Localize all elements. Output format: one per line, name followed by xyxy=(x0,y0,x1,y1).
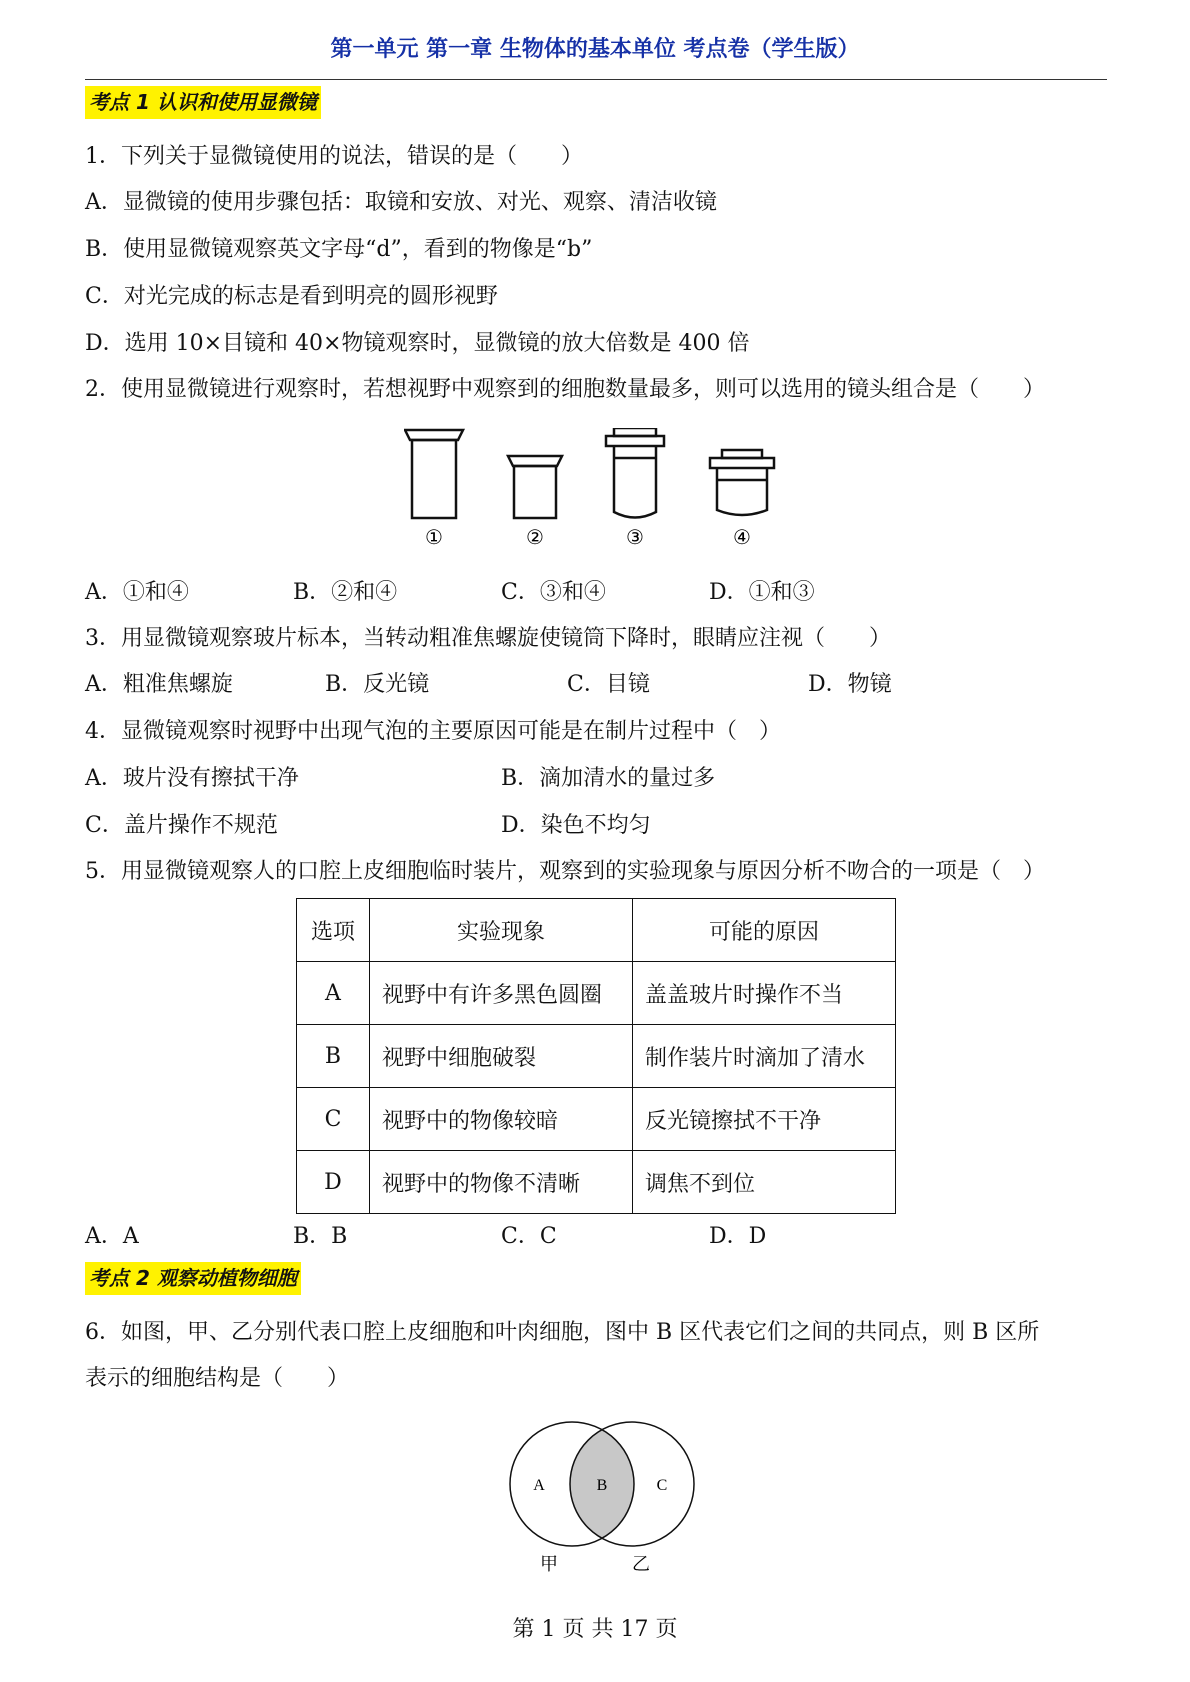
venn-label-c: C xyxy=(656,1477,668,1494)
table-cell: 视野中的物像不清晰 xyxy=(370,1151,633,1214)
header-divider xyxy=(85,79,1107,80)
q5-option-a: A．A xyxy=(85,1224,139,1249)
q3-option-b: B．反光镜 xyxy=(325,672,430,697)
venn-label-left: 甲 xyxy=(540,1554,558,1575)
q3-option-a: A．粗准焦螺旋 xyxy=(85,672,233,697)
table-cell: 盖盖玻片时操作不当 xyxy=(633,962,896,1025)
q1-option-a: A．显微镜的使用步骤包括：取镜和安放、对光、观察、清洁收镜 xyxy=(85,190,717,215)
q1-option-b: B．使用显微镜观察英文字母“d”，看到的物像是“b” xyxy=(85,237,593,262)
table-cell: 制作装片时滴加了清水 xyxy=(633,1025,896,1088)
table-cell: D xyxy=(297,1151,370,1214)
q3-option-d: D．物镜 xyxy=(808,672,892,697)
table-header-row xyxy=(297,899,896,962)
q2-option-c: C．③和④ xyxy=(501,580,606,605)
q6-stem-line-1: 6．如图，甲、乙分别代表口腔上皮细胞和叶肉细胞，图中 B 区代表它们之间的共同点，则 B 区所 xyxy=(85,1320,1040,1345)
q1-option-d: D．选用 10×目镜和 40×物镜观察时，显微镜的放大倍数是 400 倍 xyxy=(85,331,750,356)
table-cell: 视野中细胞破裂 xyxy=(370,1025,633,1088)
table-row xyxy=(297,1151,896,1214)
lens-label-2: ② xyxy=(526,525,544,548)
q5-stem: 5．用显微镜观察人的口腔上皮细胞临时装片，观察到的实验现象与原因分析不吻合的一项是（ ） xyxy=(85,859,1046,884)
q2-option-b: B．②和④ xyxy=(293,580,398,605)
q5-option-d: D．D xyxy=(709,1224,767,1249)
q4-option-b: B．滴加清水的量过多 xyxy=(501,766,716,791)
venn-diagram xyxy=(494,1420,704,1580)
q6-stem-line-2: 表示的细胞结构是（ ） xyxy=(85,1366,350,1391)
table-cell: 调焦不到位 xyxy=(633,1151,896,1214)
lens-2 xyxy=(508,456,562,518)
table-row xyxy=(297,1025,896,1088)
page-footer: 第 1 页 共 17 页 xyxy=(512,1617,678,1642)
q1-stem: 1．下列关于显微镜使用的说法，错误的是（ ） xyxy=(85,144,583,169)
q5-option-b: B．B xyxy=(293,1224,348,1249)
lens-label-3: ③ xyxy=(626,525,644,548)
table-cell: C xyxy=(297,1088,370,1151)
q2-stem: 2．使用显微镜进行观察时，若想视野中观察到的细胞数量最多，则可以选用的镜头组合是（ ） xyxy=(85,377,1046,402)
q1-option-c: C．对光完成的标志是看到明亮的圆形视野 xyxy=(85,284,498,309)
q2-option-d: D．①和③ xyxy=(709,580,815,605)
venn-label-a: A xyxy=(533,1477,545,1494)
venn-label-right: 乙 xyxy=(632,1554,650,1575)
lens-1 xyxy=(405,430,463,518)
q4-option-a: A．玻片没有擦拭干净 xyxy=(85,766,299,791)
table-header-cell: 实验现象 xyxy=(370,899,633,962)
table-cell: 视野中的物像较暗 xyxy=(370,1088,633,1151)
table-row xyxy=(297,962,896,1025)
q5-option-c: C．C xyxy=(501,1224,557,1249)
lens-label-4: ④ xyxy=(733,525,751,548)
q4-option-c: C．盖片操作不规范 xyxy=(85,813,278,838)
lens-3 xyxy=(606,428,664,518)
lens-label-1: ① xyxy=(425,525,443,548)
page-title: 第一单元 第一章 生物体的基本单位 考点卷（学生版） xyxy=(330,37,860,62)
section-heading-2: 考点 2 观察动植物细胞 xyxy=(85,1262,301,1295)
q3-stem: 3．用显微镜观察玻片标本，当转动粗准焦螺旋使镜筒下降时，眼睛应注视（ ） xyxy=(85,626,891,651)
q4-option-d: D．染色不均匀 xyxy=(501,813,651,838)
table-cell: B xyxy=(297,1025,370,1088)
venn-label-b: B xyxy=(596,1477,608,1494)
q5-table xyxy=(296,898,896,1214)
lens-4 xyxy=(710,450,774,515)
q2-option-a: A．①和④ xyxy=(85,580,189,605)
table-cell: 视野中有许多黑色圆圈 xyxy=(370,962,633,1025)
table-cell: 反光镜擦拭不干净 xyxy=(633,1088,896,1151)
table-cell: A xyxy=(297,962,370,1025)
section-heading-1: 考点 1 认识和使用显微镜 xyxy=(85,86,321,119)
table-header-cell: 可能的原因 xyxy=(633,899,896,962)
lens-diagram xyxy=(404,428,794,548)
table-header-cell: 选项 xyxy=(297,899,370,962)
table-row xyxy=(297,1088,896,1151)
q3-option-c: C．目镜 xyxy=(567,672,650,697)
q4-stem: 4．显微镜观察时视野中出现气泡的主要原因可能是在制片过程中（ ） xyxy=(85,719,781,744)
